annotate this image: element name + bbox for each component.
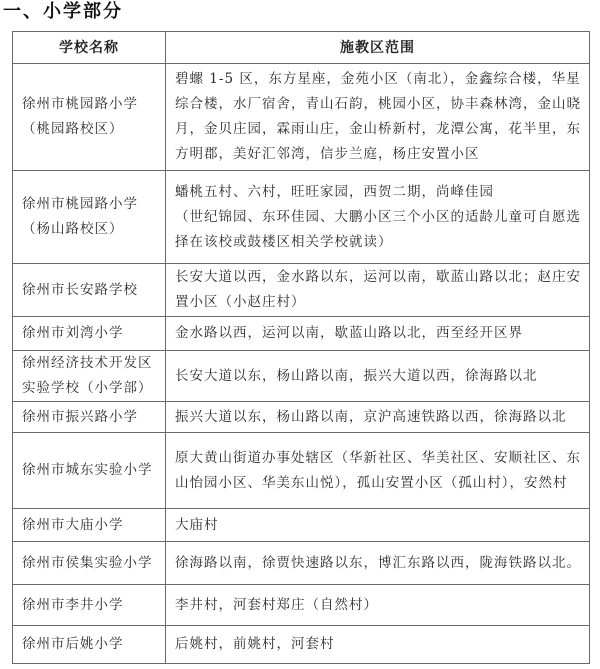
scope-cell	[166, 585, 590, 626]
school-name-cell	[13, 509, 166, 542]
school-name-line: 徐州市刘湾小学	[22, 325, 124, 341]
school-name-cell	[13, 585, 166, 626]
table-row	[13, 402, 590, 433]
header-scope: 施教区范围	[166, 32, 590, 64]
scope-paragraph: 原大黄山街道办事处辖区（华新社区、华美社区、安顺社区、东山怡园小区、华美东山悦），孤山安置小区（孤山村），安然村	[175, 449, 581, 491]
school-name-cell	[13, 351, 166, 402]
school-name-cell	[13, 317, 166, 351]
school-name-line: 徐州市大庙小学	[22, 516, 124, 533]
school-name-cell	[13, 626, 166, 664]
header-row	[13, 32, 590, 64]
table-row	[13, 542, 590, 585]
school-name-line: 徐州市后姚小学	[22, 636, 124, 652]
school-name-cell	[13, 402, 166, 433]
table-row	[13, 171, 590, 264]
school-name-line: 徐州市振兴路小学	[22, 408, 138, 425]
table-body	[13, 64, 590, 664]
table-row	[13, 264, 590, 317]
scope-paragraph: 大庙村	[175, 516, 219, 533]
scope-cell	[166, 626, 590, 664]
school-name-line: 徐州市桃园路小学	[22, 96, 138, 112]
scope-cell	[166, 433, 590, 509]
school-name-line: 徐州市城东实验小学	[22, 462, 153, 478]
table-header	[13, 32, 590, 64]
scope-paragraph: 蟠桃五村、六村，旺旺家园，西贺二期，尚峰佳园	[175, 183, 494, 200]
school-name-cell	[13, 264, 166, 317]
school-name-line: （桃园路校区）	[22, 121, 124, 137]
school-name-line: 徐州市侯集实验小学	[22, 554, 153, 571]
school-name-line: 徐州市桃园路小学	[22, 196, 138, 212]
school-name-line: （杨山路校区）	[22, 221, 124, 237]
table-row	[13, 433, 590, 509]
scope-cell	[166, 264, 590, 317]
school-name-cell	[13, 64, 166, 171]
scope-cell	[166, 317, 590, 351]
table-row	[13, 509, 590, 542]
header-school-name: 学校名称	[13, 32, 166, 64]
school-name-line: 实验学校（小学部）	[22, 380, 153, 396]
section-heading: 一、小学部分	[3, 1, 123, 22]
scope-paragraph: 金水路以西，运河以南，歇蓝山路以北，西至经开区界	[175, 325, 523, 341]
scope-paragraph: 长安大道以西，金水路以东，运河以南，歇蓝山路以北；赵庄安置小区（小赵庄村）	[175, 269, 581, 310]
scope-cell	[166, 509, 590, 542]
school-name-line: 徐州市长安路学校	[22, 281, 138, 298]
scope-cell	[166, 351, 590, 402]
table-row	[13, 626, 590, 664]
school-name-cell	[13, 171, 166, 264]
scope-paragraph: （世纪锦园、东环佳园、大鹏小区三个小区的适龄儿童可自愿选择在该校或鼓楼区相关学校就读）	[175, 208, 581, 250]
scope-paragraph: 徐海路以南，徐贾快速路以东，博汇东路以西，陇海铁路以北。	[175, 554, 581, 571]
scope-cell	[166, 542, 590, 585]
table-row	[13, 351, 590, 402]
school-district-table	[12, 31, 590, 664]
table-row	[13, 317, 590, 351]
scope-paragraph: 碧螺 1-5 区，东方星座，金苑小区（南北），金鑫综合楼，华星综合楼，水厂宿舍，青山石韵，桃园小区，协丰森林湾，金山晓月，金贝庄园，霖雨山庄，金山桥新村，龙潭公寓，花半里，东方明郡，美好汇邻湾，信步兰庭，杨庄安置小区	[175, 71, 581, 162]
school-name-line: 徐州市李井小学	[22, 596, 124, 613]
table-row	[13, 64, 590, 171]
school-name-cell	[13, 433, 166, 509]
school-name-line: 徐州经济技术开发区	[22, 355, 153, 371]
table-row	[13, 585, 590, 626]
scope-cell	[166, 171, 590, 264]
scope-cell	[166, 64, 590, 171]
scope-paragraph: 李井村，河套村郑庄（自然村）	[175, 596, 378, 613]
scope-paragraph: 振兴大道以东，杨山路以南，京沪高速铁路以西，徐海路以北	[175, 408, 567, 425]
scope-paragraph: 长安大道以东，杨山路以南，振兴大道以西，徐海路以北	[175, 367, 538, 384]
scope-cell	[166, 402, 590, 433]
scope-paragraph: 后姚村，前姚村，河套村	[175, 636, 335, 652]
school-name-cell	[13, 542, 166, 585]
